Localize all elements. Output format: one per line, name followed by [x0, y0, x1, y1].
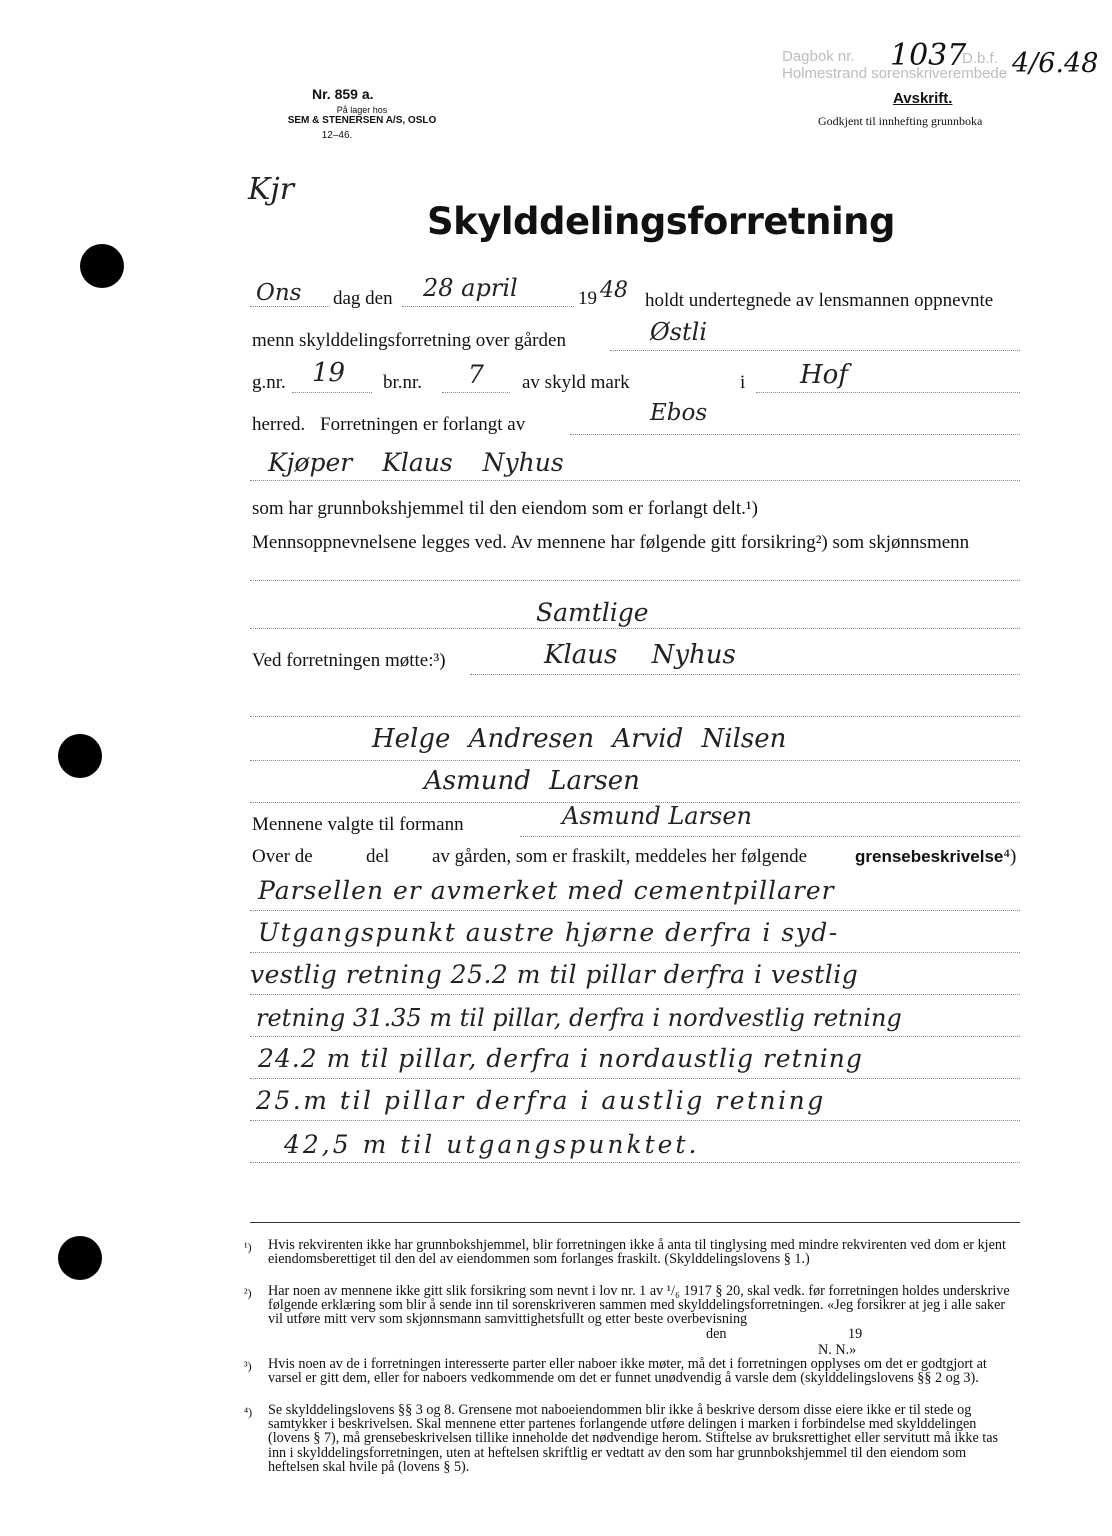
office-name: Holmestrand sorenskriverembede — [782, 65, 1008, 82]
footnote-separator — [250, 1222, 1020, 1223]
forlangt-label: Forretningen er forlangt av — [320, 414, 526, 435]
publisher-line2: SEM & STENERSEN A/S, OSLO — [287, 115, 437, 126]
stamp-date: 4/6.48 — [1012, 48, 1099, 79]
dag-den-label: dag den — [333, 288, 393, 309]
grense-label — [855, 846, 1016, 868]
desc-rule-2 — [250, 952, 1020, 953]
desc-rule-1 — [250, 910, 1020, 911]
desc-rule-4 — [250, 1036, 1020, 1037]
footnote-4-num: ⁴) — [244, 1405, 253, 1419]
footnote-4-text: Se skylddelingslovens §§ 3 og 8. Grensene mot naboeiendommen blir ikke å beskrive dersom disse eiere ikke er til stede og samtykker i beskrivelsen. Skal mennene etter partenes forlangende utføre delingen i marken i forbindelse med skylddelingen (lovens § 7), må grensebeskrivelsen tillike inneholde det nødvendige herom. Stiftelse av bruksrettighet eller servitutt må ikke tas inn i skylddelingsforretningen, uten at heftelsen skriftlig er vedtatt av den som har grunnbokshjemmel til den eiendom som heftelsen skal hvile på (lovens § 5). — [268, 1402, 999, 1475]
avskrift-subtitle: Godkjent til innhefting grunnboka — [818, 114, 983, 128]
brnr-label: br.nr. — [383, 372, 423, 393]
formann-name: Asmund Larsen — [562, 802, 753, 830]
mote-line — [470, 674, 1020, 675]
requester: Kjøper Klaus Nyhus — [268, 448, 564, 477]
menns-line: Mennsoppnevnelsene legges ved. Av mennene har følgende gitt forsikring²) som skjønnsmenn — [252, 532, 970, 553]
year-prefix: 19 — [578, 288, 597, 309]
footnote-1-num: ¹) — [244, 1240, 252, 1254]
form-number: Nr. 859 a. — [312, 86, 374, 102]
i-label: i — [740, 372, 746, 393]
date-value: 28 april — [423, 274, 518, 302]
punch-hole-1 — [80, 244, 124, 288]
weekday-line — [250, 306, 330, 307]
footnote-2-den: den — [706, 1326, 727, 1342]
blank-line-3 — [250, 716, 1020, 717]
document-title: Skylddelingsforretning — [427, 200, 895, 243]
skyld-label: av skyld mark — [522, 372, 630, 393]
desc-rule-5 — [250, 1078, 1020, 1079]
description-line: Utgangspunkt austre hjørne derfra i syd- — [258, 918, 839, 947]
blank-line-2 — [250, 628, 1020, 629]
requester-line — [250, 480, 1020, 481]
blank-line-1 — [250, 580, 1020, 581]
footnote-2-text: Har noen av mennene ikke gitt slik forsikring som nevnt i lov nr. 1 av ¹/₆ 1917 § 20, skal vedk. før forretningen holdes underskrive følgende erklæring som blir å sende inn til sorenskriveren sammen med skylddelingsforretningen. «Jeg forsikrer at jeg i alle saker vil utføre mitt verv som skjønnsmann samvittighetsfullt og etter beste overbevisning — [268, 1283, 1010, 1328]
grense-sup: ⁴) — [1003, 846, 1017, 867]
gnr-line — [292, 392, 372, 393]
description-line: vestlig retning 25.2 m til pillar derfra i vestlig — [250, 960, 859, 989]
footnote-2-nn: N. N.» — [818, 1342, 857, 1358]
publisher-line1: På lager hos — [336, 105, 388, 115]
brnr-line — [442, 392, 510, 393]
description-line: 24.2 m til pillar, derfra i nordaustlig retning — [258, 1044, 863, 1073]
herred-line — [756, 392, 1020, 393]
mote-name: Klaus Nyhus — [544, 640, 736, 670]
farm-line — [610, 350, 1020, 351]
men-line-2: Asmund Larsen — [424, 766, 640, 796]
over-label-c: av gården, som er fraskilt, meddeles her følgende — [432, 846, 808, 867]
gnr-label: g.nr. — [252, 372, 286, 393]
men-line-1-rule — [250, 760, 1020, 761]
over-label-b: del — [366, 846, 390, 867]
form-info — [272, 86, 452, 141]
herred-label: herred. — [252, 414, 306, 435]
desc-rule-3 — [250, 994, 1020, 995]
herred-name: Hof — [800, 360, 848, 390]
farm-name: Østli — [650, 318, 707, 346]
footnote-3-num: ³) — [244, 1359, 252, 1373]
forsikring-who: Samtlige — [536, 598, 649, 627]
punch-hole-2 — [58, 734, 102, 778]
description-line: retning 31.35 m til pillar, derfra i nordvestlig retning — [256, 1004, 902, 1032]
weekday: Ons — [256, 280, 302, 306]
dagbok-number: 1037 — [890, 38, 967, 73]
brnr-value: 7 — [468, 360, 484, 389]
date-line — [402, 306, 574, 307]
footnote-3-text: Hvis noen av de i forretningen interesserte parter eller naboer ikke møter, må det i forretningen opplyses om det er godtgjort at varsel er gitt dem, eller for naboers vedkommende om det er funnet unødvendig å varsle dem (skylddelingslovens §§ 2 og 3). — [268, 1356, 987, 1387]
grense-bold: grensebeskrivelse — [855, 847, 1004, 866]
punch-hole-3 — [58, 1236, 102, 1280]
forlangt-line — [570, 434, 1020, 435]
formann-label: Mennene valgte til formann — [252, 814, 464, 835]
menn-label: menn skylddelingsforretning over gården — [252, 330, 566, 351]
dbl-label: D.b.f. — [962, 50, 998, 67]
grunnbok-line: som har grunnbokshjemmel til den eiendom som er forlangt delt.¹) — [252, 498, 758, 519]
year-suffix: 48 — [600, 278, 628, 303]
handwritten-initials: Kjr — [248, 172, 295, 207]
formann-line — [520, 836, 1020, 837]
men-line-1: Helge Andresen Arvid Nilsen — [372, 724, 787, 754]
publisher-line3: 12–46. — [321, 130, 353, 141]
gnr-value: 19 — [312, 358, 346, 388]
description-line: 42,5 m til utgangspunktet. — [284, 1130, 700, 1159]
footnote-2-year: 19 — [848, 1326, 863, 1342]
holdt-label: holdt undertegnede av lensmannen oppnevnte — [645, 290, 994, 311]
desc-rule-7 — [250, 1162, 1020, 1163]
desc-rule-6 — [250, 1120, 1020, 1121]
forlangt-by: Ebos — [650, 400, 708, 426]
mote-label: Ved forretningen møtte:³) — [252, 650, 446, 671]
dagbok-label: Dagbok nr. — [782, 48, 855, 65]
avskrift-title: Avskrift. — [893, 90, 953, 107]
description-line: Parsellen er avmerket med cementpillarer — [258, 876, 835, 905]
footnote-2-num: ²) — [244, 1286, 252, 1300]
over-label-a: Over de — [252, 846, 313, 867]
footnote-1-text: Hvis rekvirenten ikke har grunnbokshjemmel, blir forretningen ikke å anta til tinglysing med mindre rekvirenten ved dom er kjent eiendomsberettiget til den del av eiendommen som forlanges fraskilt. (Skylddelingslovens § 1.) — [268, 1237, 1006, 1268]
description-line: 25.m til pillar derfra i austlig retning — [256, 1086, 826, 1115]
